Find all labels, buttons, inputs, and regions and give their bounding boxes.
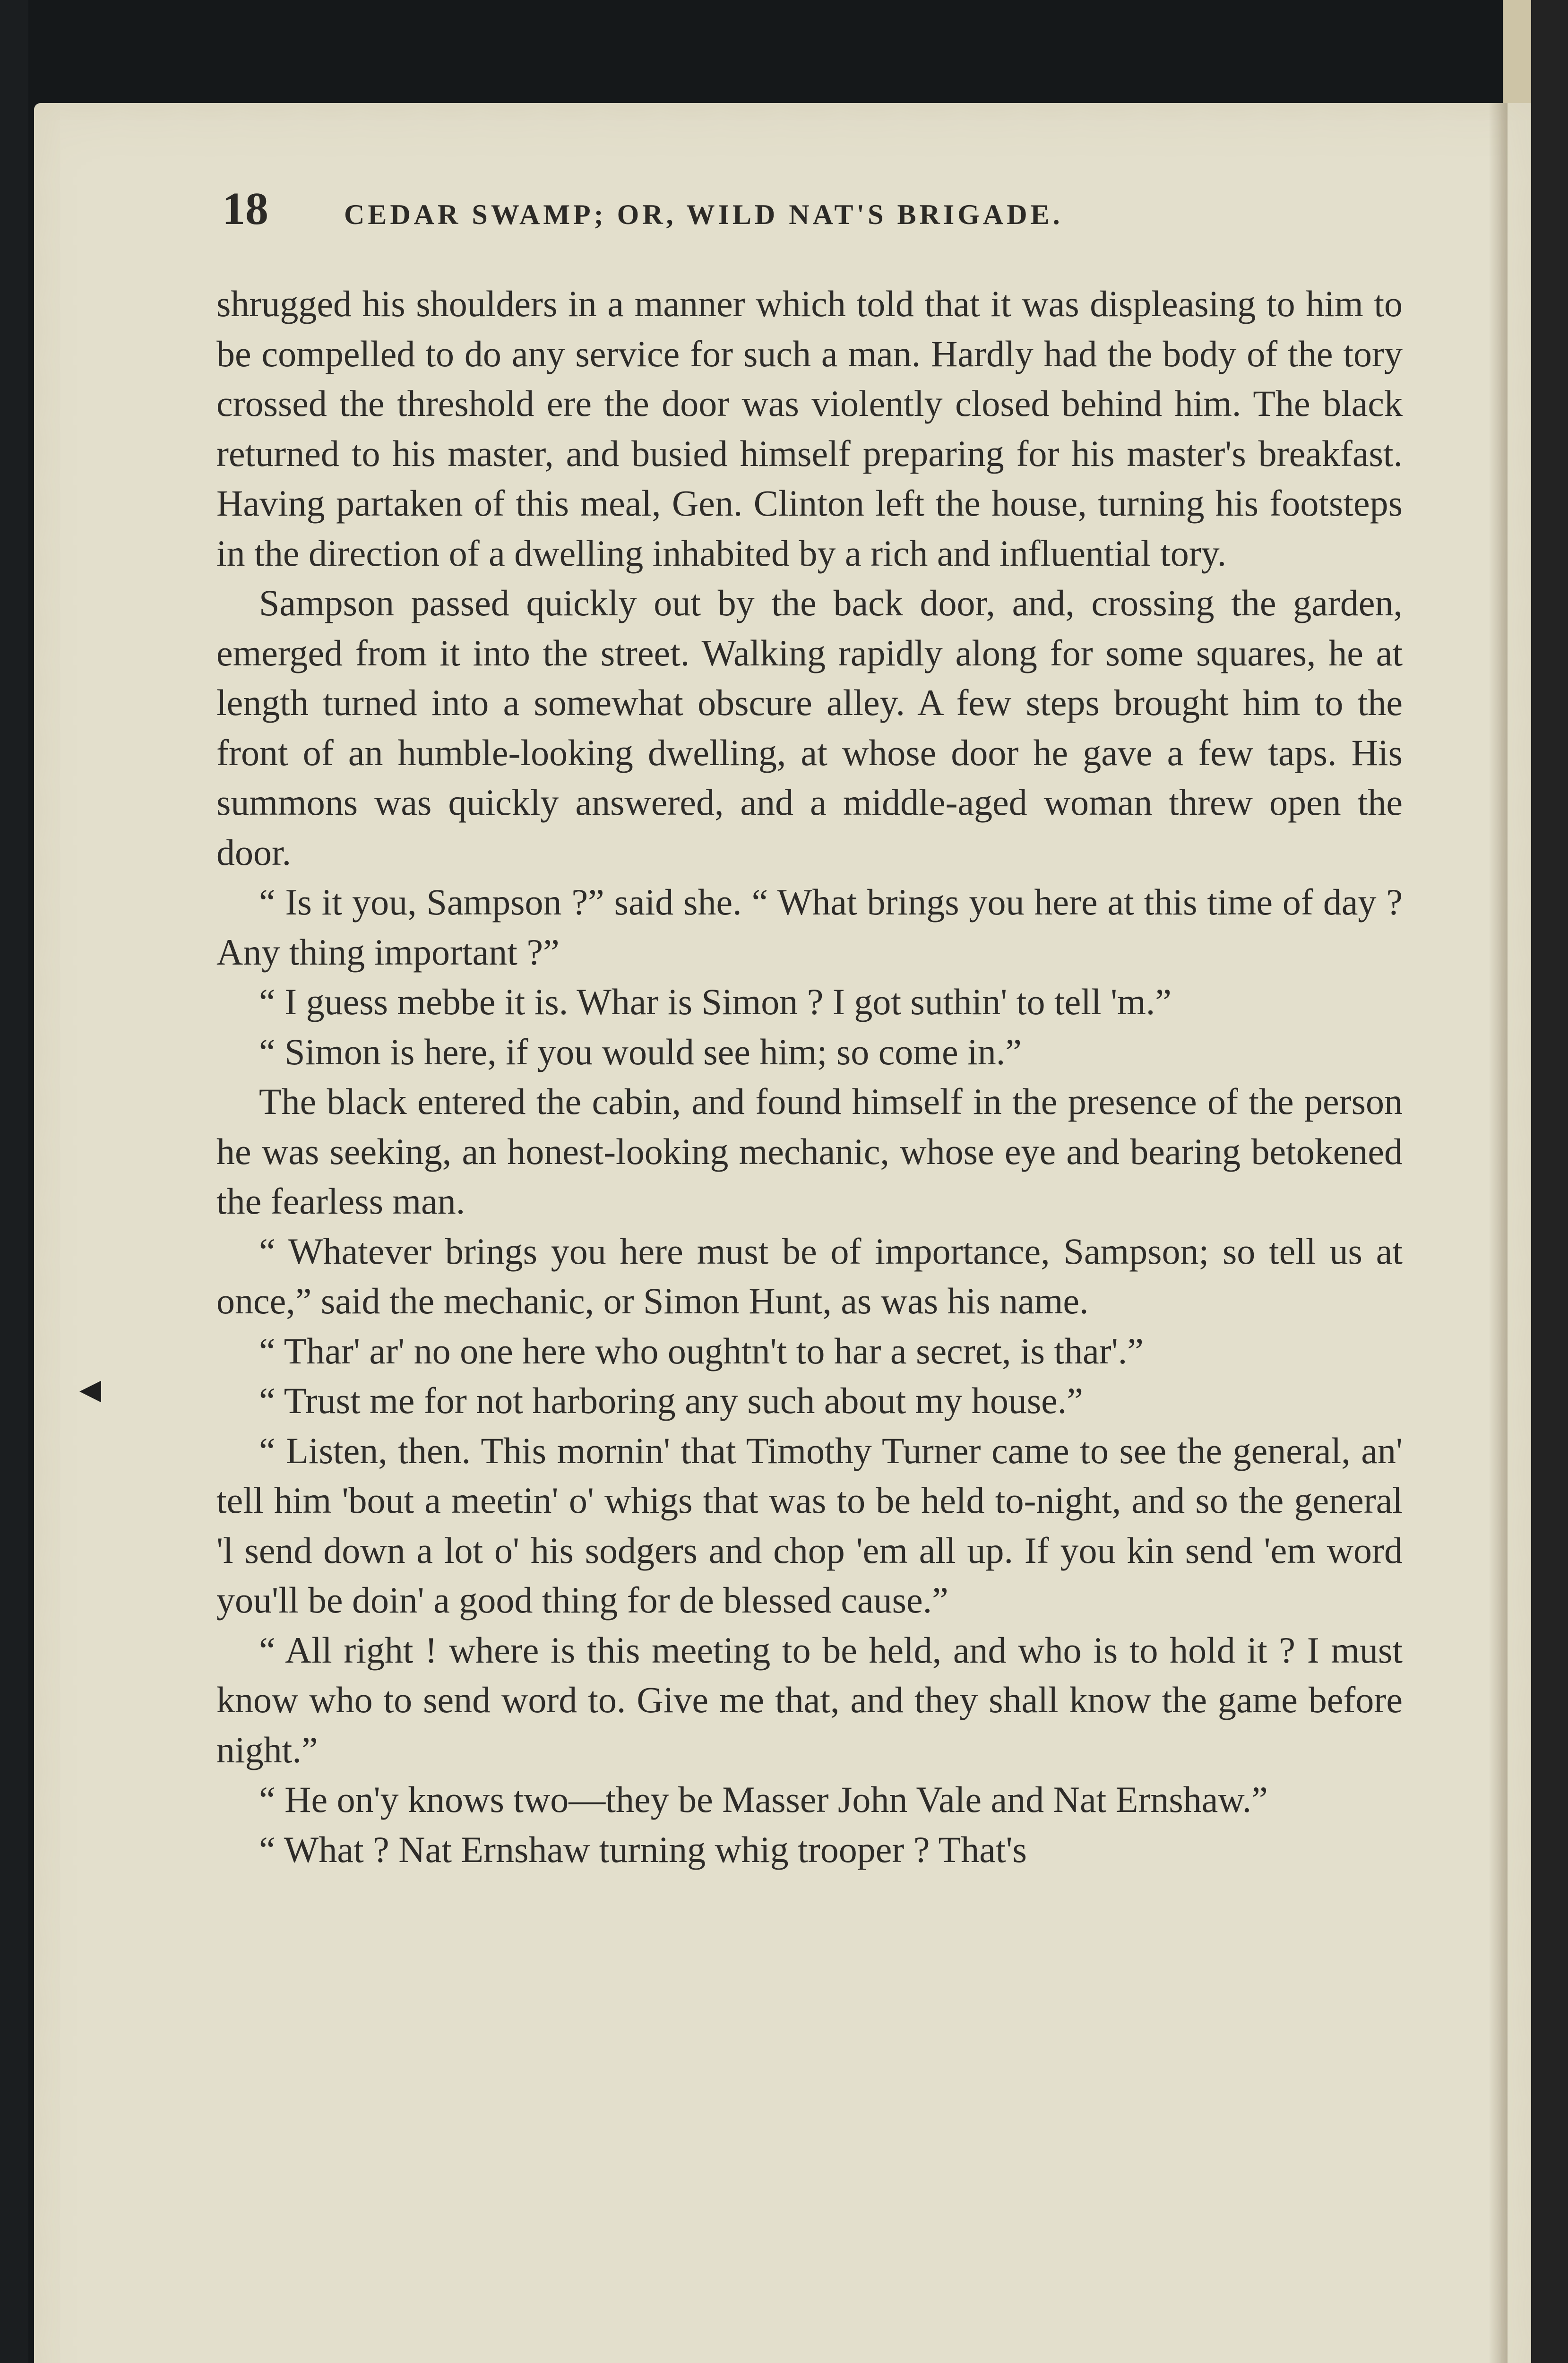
running-header — [222, 182, 1356, 234]
paragraph: “ Listen, then. This mornin' that Timothy Turner came to see the general, an' tell him 'bout a meetin' o' whigs that was to be held to-night, and so the general 'l send down a lot o' his sodgers and chop 'em all up. If you kin send 'em word you'll be doin' a good thing for de blessed cause.” — [216, 1430, 1403, 1621]
running-title: CEDAR SWAMP; OR, WILD NAT'S BRIGADE. — [344, 199, 1063, 230]
paragraph: “ What ? Nat Ernshaw turning whig trooper ? That's — [259, 1828, 1027, 1870]
paragraph: “ Simon is here, if you would see him; so come in.” — [259, 1031, 1022, 1072]
paragraph: “ Trust me for not harboring any such about my house.” — [259, 1380, 1083, 1421]
left-binding-shadow — [0, 0, 28, 2363]
paragraph: shrugged his shoulders in a manner which told that it was displeasing to him to be compelled to do any service for such a man. Hardly had the body of the tory crossed the threshold ere the door was violently closed behind him. The black returned to his master, and busied himself preparing for his master's breakfast. Having partaken of this meal, Gen. Clinton left the house, turning his footsteps in the direction of a dwelling inhabited by a rich and influential tory. — [216, 283, 1403, 574]
body-text — [216, 279, 1403, 1874]
paragraph: “ Whatever brings you here must be of importance, Sampson; so tell us at once,” said the mechanic, or Simon Hunt, as was his name. — [216, 1230, 1403, 1321]
page-number: 18 — [222, 183, 268, 234]
paragraph: “ I guess mebbe it is. Whar is Simon ? I got suthin' to tell 'm.” — [259, 981, 1172, 1022]
paragraph: “ He on'y knows two—they be Masser John Vale and Nat Ernshaw.” — [259, 1779, 1268, 1820]
paragraph: “ All right ! where is this meeting to be held, and who is to hold it ? I must know who to send word to. Give me that, and they shall know the game before night.” — [216, 1629, 1403, 1770]
paragraph: Sampson passed quickly out by the back door, and, crossing the garden, emerged from it into the street. Walking rapidly along for some squares, he at length turned into a somewhat obscure alley. A few steps brought him to the front of an humble-looking dwelling, at whose door he gave a few taps. His summons was quickly answered, and a middle-aged woman threw open the door. — [216, 582, 1403, 873]
paragraph: “ Thar' ar' no one here who oughtn't to har a secret, is thar'.” — [259, 1330, 1144, 1371]
margin-ink-mark: ◀ — [79, 1373, 102, 1406]
paragraph: The black entered the cabin, and found himself in the presence of the person he was seeking, an honest-looking mechanic, whose eye and bearing betokened the fearless man. — [216, 1081, 1403, 1222]
page-fold-shadow — [1489, 103, 1508, 2363]
paragraph: “ Is it you, Sampson ?” said she. “ What brings you here at this time of day ? Any thing important ?” — [216, 881, 1403, 973]
